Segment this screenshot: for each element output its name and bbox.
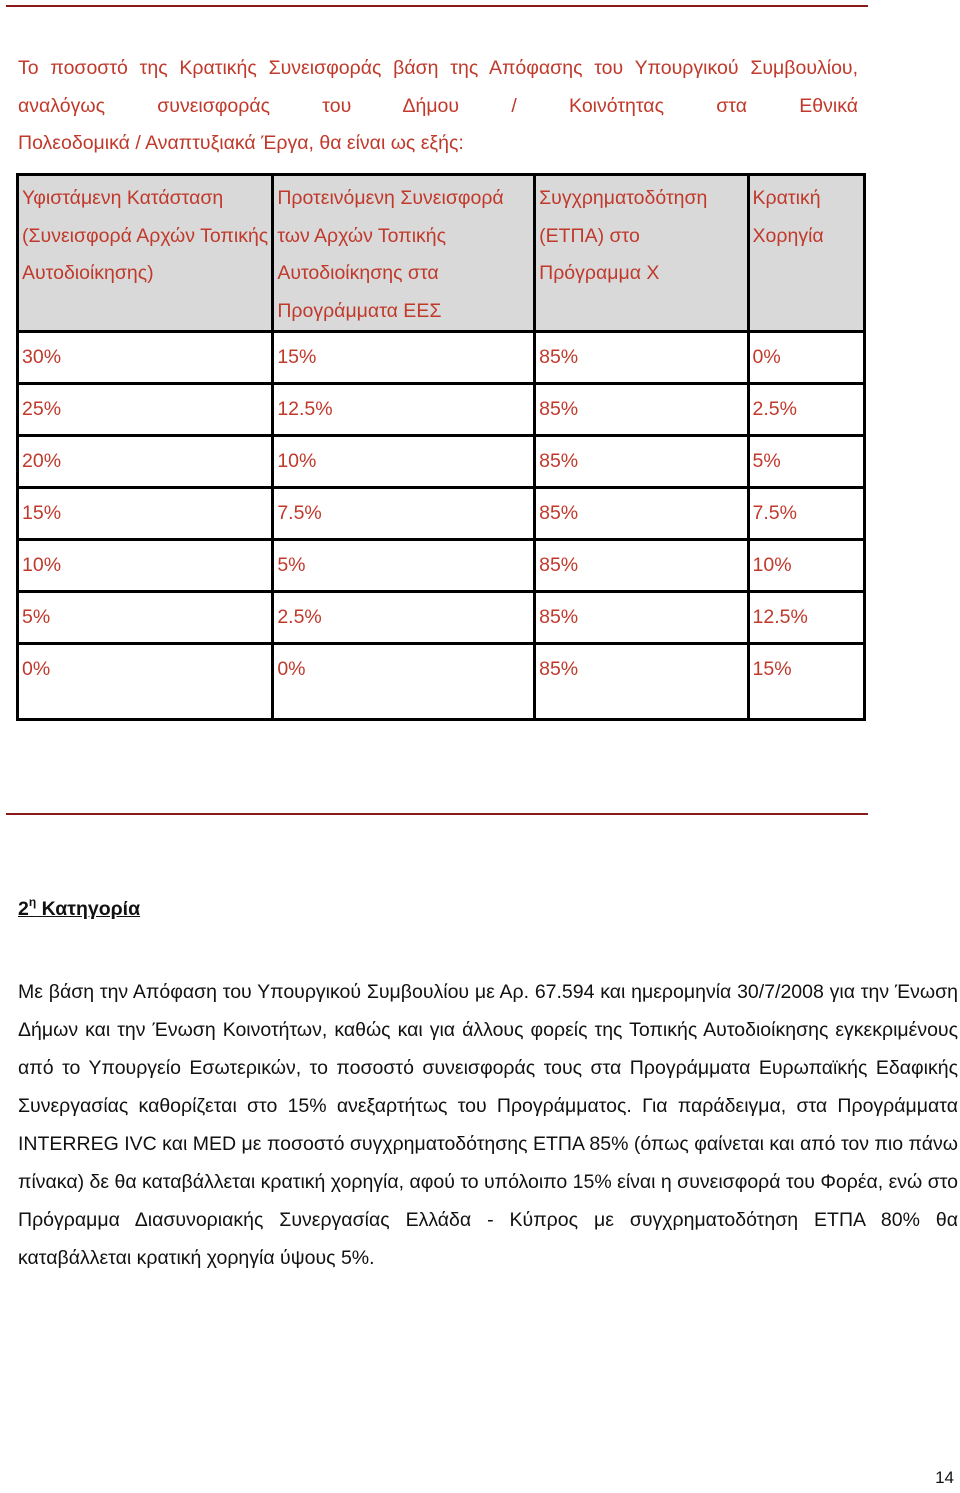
table-cell: 0% (748, 332, 864, 384)
table-cell: 5% (18, 592, 273, 644)
table-row (18, 384, 865, 436)
table-cell: 7.5% (273, 488, 535, 540)
table-cell: 7.5% (748, 488, 864, 540)
table-cell: 10% (748, 540, 864, 592)
table-cell: 85% (535, 540, 748, 592)
table-header-row (18, 175, 865, 332)
table-cell: 85% (535, 644, 748, 720)
table-cell: 85% (535, 332, 748, 384)
table-row (18, 436, 865, 488)
header-cofinancing: Συγχρηματοδότηση (ΕΤΠΑ) στο Πρόγραμμα Χ (535, 175, 748, 332)
table-cell: 15% (273, 332, 535, 384)
contribution-table (16, 173, 866, 721)
table-cell: 85% (535, 384, 748, 436)
table-cell: 2.5% (748, 384, 864, 436)
page-number: 14 (935, 1468, 954, 1487)
intro-paragraph (18, 50, 858, 163)
table-cell: 85% (535, 592, 748, 644)
table-cell: 10% (273, 436, 535, 488)
section-number: 2 (18, 898, 29, 920)
intro-line-1: Το ποσοστό της Κρατικής Συνεισφοράς βάση της Απόφασης του Υπουργικού (18, 57, 739, 79)
table-row (18, 332, 865, 384)
table-row (18, 592, 865, 644)
table-cell: 85% (535, 436, 748, 488)
table-cell: 30% (18, 332, 273, 384)
table-cell: 0% (18, 644, 273, 720)
intro-line-2: Συμβουλίου, αναλόγως συνεισφοράς του Δήμου / Κοινότητας στα Εθνικά (18, 57, 859, 117)
table-row (18, 488, 865, 540)
table-cell: 0% (273, 644, 535, 720)
section-rule (6, 813, 868, 815)
table-cell: 5% (273, 540, 535, 592)
table-row (18, 540, 865, 592)
section-superscript: η (28, 895, 37, 909)
table-cell: 2.5% (273, 592, 535, 644)
body-paragraph: Με βάση την Απόφαση του Υπουργικού Συμβουλίου με Αρ. 67.594 και ημερομηνία 30/7/2008 για την Ένωση Δήμων και την Ένωση Κοινοτήτων, καθώς και για άλλους φορείς της Τοπικής Αυτοδιοίκησης εγκεκριμένους από το Υπουργείο Εσωτερικών, το ποσοστό συνεισφοράς τους στα Προγράμματα Ευρωπαϊκής Εδαφικής Συνεργασίας καθορίζεται στο 15% ανεξαρτήτως του Προγράμματος. Για παράδειγμα, στα Προγράμματα INTERREG IVC και MED με ποσοστό συγχρηματοδότησης ΕΤΠΑ 85% (όπως φαίνεται και από τον πιο πάνω πίνακα) δε θα καταβάλλεται κρατική χορηγία, αφού το υπόλοιπο 15% είναι η συνεισφορά του Φορέα, ενώ στο Πρόγραμμα Διασυνοριακής Συνεργασίας Ελλάδα - Κύπρος με συγχρηματοδότηση ΕΤΠΑ 80% θα καταβάλλεται κρατική χορηγία ύψους 5%. (18, 981, 959, 1269)
table-cell: 12.5% (273, 384, 535, 436)
table-cell: 10% (18, 540, 273, 592)
table-cell: 15% (18, 488, 273, 540)
table-cell: 12.5% (748, 592, 864, 644)
table-cell: 5% (748, 436, 864, 488)
table-cell: 85% (535, 488, 748, 540)
table-row (18, 644, 865, 720)
header-proposed-contribution: Προτεινόμενη Συνεισφορά των Αρχών Τοπικής Αυτοδιοίκησης στα Προγράμματα ΕΕΣ (273, 175, 535, 332)
header-current-status: Υφιστάμενη Κατάσταση (Συνεισφορά Αρχών Τοπικής Αυτοδιοίκησης) (18, 175, 273, 332)
header-state-grant: Κρατική Χορηγία (748, 175, 864, 332)
section-heading (18, 895, 141, 921)
table-cell: 25% (18, 384, 273, 436)
top-rule (6, 5, 868, 7)
table-cell: 15% (748, 644, 864, 720)
intro-line-3: Πολεοδομικά / Αναπτυξιακά Έργα, θα είναι ως εξής: (18, 132, 464, 154)
section-title: Κατηγορία (41, 898, 141, 920)
table-cell: 20% (18, 436, 273, 488)
